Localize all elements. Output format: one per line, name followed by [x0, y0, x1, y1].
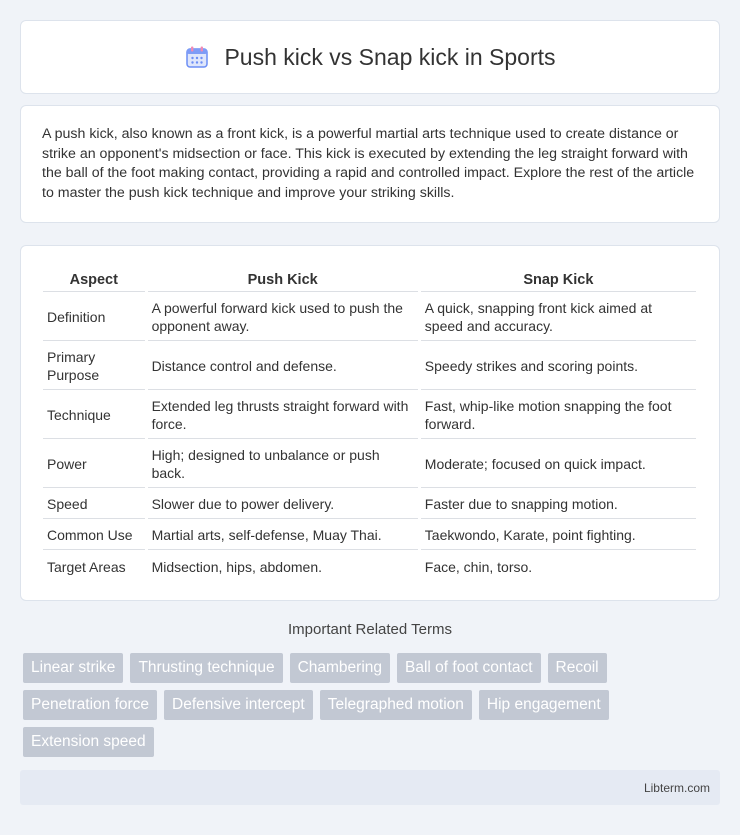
- row-aspect: Definition: [43, 294, 145, 341]
- intro-card: [20, 105, 720, 223]
- row-aspect: Speed: [43, 490, 145, 519]
- tag-hip-engagement[interactable]: Hip engagement: [479, 690, 609, 720]
- row-push-kick: Extended leg thrusts straight forward with force.: [148, 392, 418, 439]
- row-snap-kick: Fast, whip-like motion snapping the foot forward.: [421, 392, 696, 439]
- calendar-icon: [184, 44, 210, 70]
- row-push-kick: High; designed to unbalance or push back.: [148, 441, 418, 488]
- row-snap-kick: Moderate; focused on quick impact.: [421, 441, 696, 488]
- row-snap-kick: Face, chin, torso.: [424, 558, 533, 575]
- header-snap-kick: Snap Kick: [421, 266, 696, 292]
- row-push-kick: Slower due to power delivery.: [148, 490, 418, 519]
- header-push-kick: Push Kick: [148, 266, 418, 292]
- intro-text: A push kick, also known as a front kick, is a powerful martial arts technique used to create distance or strike an opponent's midsection or face. This kick is executed by extending the leg straight forward with the ball of the foot making contact, providing a rapid and controlled impact. Explore the rest of the article to master the push kick technique and improve your striking skills.: [42, 126, 695, 201]
- row-snap-kick: Taekwondo, Karate, point fighting.: [421, 521, 696, 550]
- row-push-kick: Distance control and defense.: [148, 343, 418, 390]
- tag-telegraphed-motion[interactable]: Telegraphed motion: [320, 690, 472, 720]
- page-title: Push kick vs Snap kick in Sports: [224, 43, 556, 70]
- tag-defensive-intercept[interactable]: Defensive intercept: [164, 690, 313, 720]
- header-aspect: Aspect: [43, 266, 145, 292]
- tag-ball-of-foot-contact[interactable]: Ball of foot contact: [397, 653, 541, 683]
- comparison-table: [40, 264, 699, 583]
- row-aspect: Power: [43, 441, 145, 488]
- row-aspect: Technique: [43, 392, 145, 439]
- row-aspect: Common Use: [43, 521, 145, 550]
- table-header-row: [43, 266, 696, 292]
- tag-penetration-force[interactable]: Penetration force: [23, 690, 157, 720]
- table-row: [43, 294, 696, 341]
- row-snap-kick: Speedy strikes and scoring points.: [421, 343, 696, 390]
- title-wrap: [184, 44, 555, 71]
- table-row: [43, 521, 696, 550]
- table-row: [43, 490, 696, 519]
- footer: [20, 770, 720, 805]
- row-push-kick: Midsection, hips, abdomen.: [151, 558, 322, 575]
- comparison-table-card: [20, 245, 720, 601]
- related-terms-title: Important Related Terms: [288, 621, 452, 638]
- table-row: [43, 343, 696, 390]
- tag-recoil[interactable]: Recoil: [548, 653, 607, 683]
- row-aspect: Target Areas: [47, 558, 126, 575]
- related-terms-tags: [23, 653, 723, 757]
- table-row: [43, 552, 696, 581]
- row-aspect: Primary Purpose: [43, 343, 145, 390]
- tag-chambering[interactable]: Chambering: [290, 653, 390, 683]
- table-row: [43, 441, 696, 488]
- row-push-kick: Martial arts, self-defense, Muay Thai.: [148, 521, 418, 550]
- tag-linear-strike[interactable]: Linear strike: [23, 653, 123, 683]
- tag-extension-speed[interactable]: Extension speed: [23, 727, 154, 757]
- row-push-kick: A powerful forward kick used to push the opponent away.: [148, 294, 418, 341]
- table-row: [43, 392, 696, 439]
- tag-thrusting-technique[interactable]: Thrusting technique: [130, 653, 282, 683]
- row-snap-kick: A quick, snapping front kick aimed at speed and accuracy.: [421, 294, 696, 341]
- row-snap-kick: Faster due to snapping motion.: [421, 490, 696, 519]
- footer-site-link[interactable]: Libterm.com: [643, 780, 710, 795]
- title-card: [20, 20, 720, 94]
